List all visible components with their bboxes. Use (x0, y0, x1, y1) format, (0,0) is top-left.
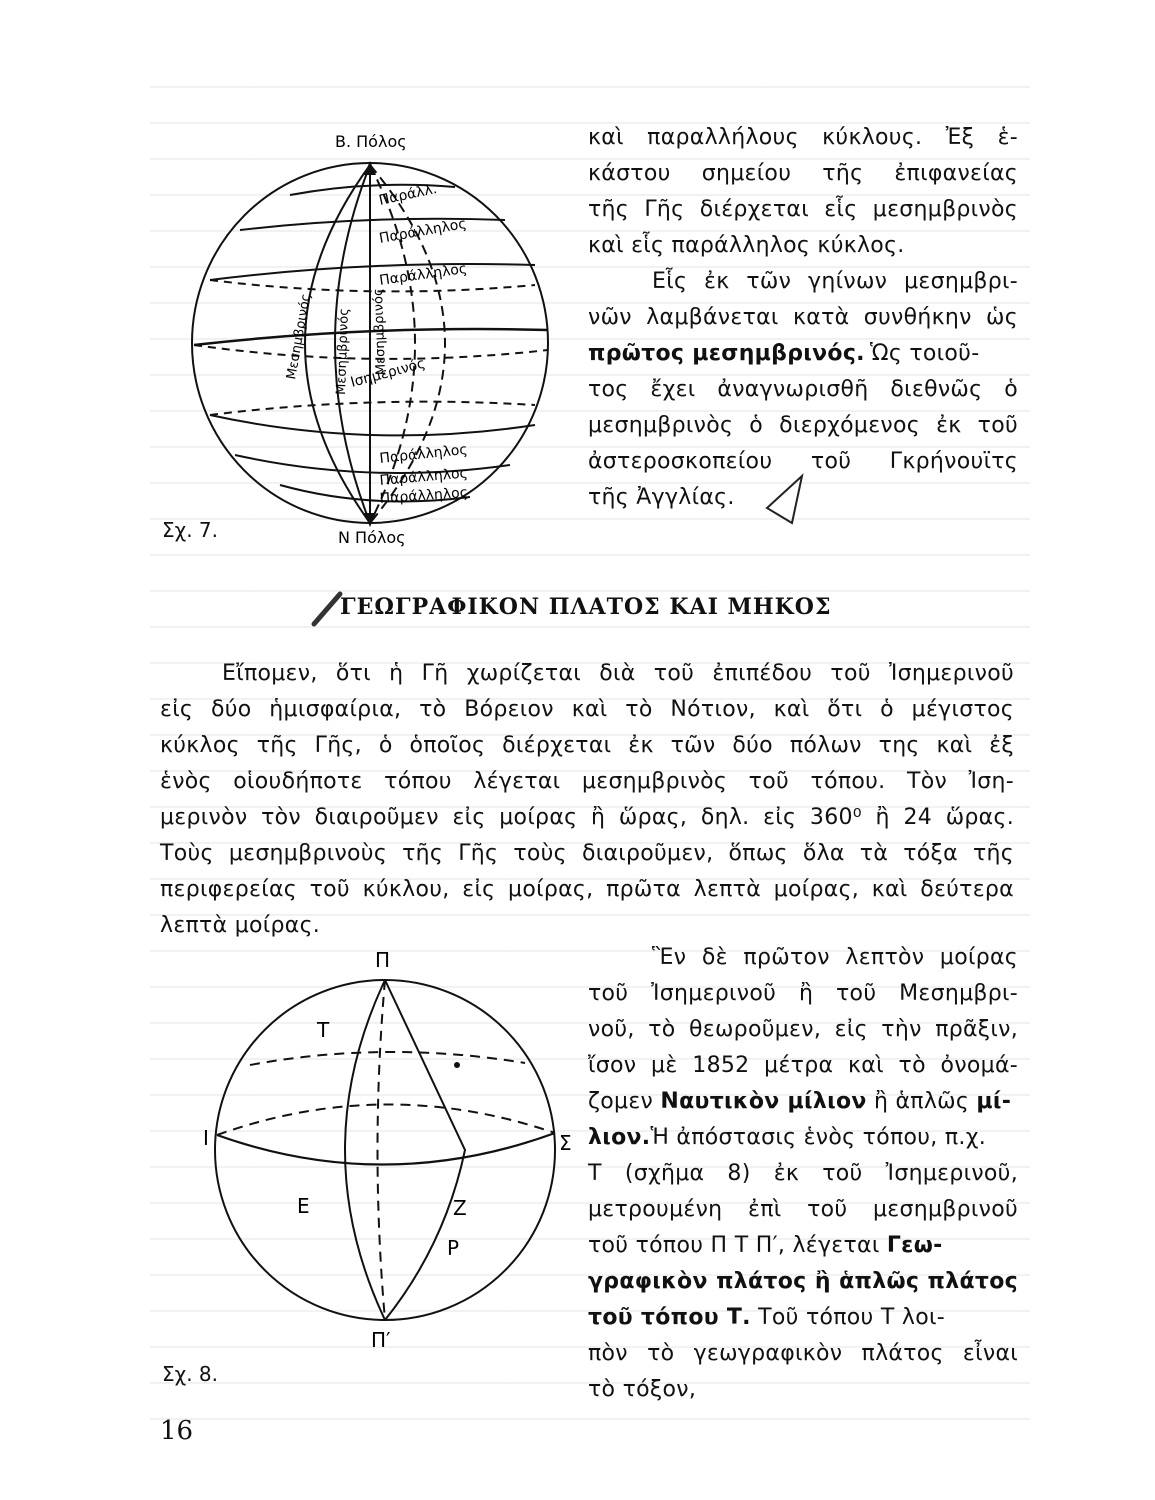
fig7-south-pole-label: Ν Πόλος (338, 528, 406, 547)
text-segment: ἢ ἁπλῶς (866, 1089, 977, 1114)
figure-8-caption: Σχ. 8. (162, 1362, 218, 1386)
fig7-parallel-label: Παράλληλος (377, 215, 468, 247)
term-geographic-latitude: Γεω- (886, 1233, 943, 1258)
fig8-label-E: Ε (297, 1194, 310, 1218)
fig7-meridian-label: Μεσημβρινός (284, 292, 315, 381)
text-line: κύκλος τῆς Γῆς, ὁ ὁποῖος διέρχεται ἐκ τῶν δύο πόλων της καὶ ἐξ (160, 733, 1014, 758)
pencil-mark-icon (762, 468, 812, 528)
text-line: ἴσον μὲ 1852 μέτρα καὶ τὸ ὀνομά- (588, 1053, 1018, 1078)
fig7-parallel-label: Παράλληλος (379, 484, 469, 507)
fig7-parallel-label: Παράλλ. (377, 181, 439, 209)
text-line: Τ (σχῆμα 8) ἐκ τοῦ Ἰσημερινοῦ, (588, 1161, 1018, 1186)
term-latitude-of-T: τοῦ τόπου Τ. (588, 1305, 751, 1330)
text-segment: Ἡ ἀπόστασις ἑνὸς τόπου, π.χ. (650, 1125, 987, 1150)
fig7-meridian-label: Μεσημβρινός (370, 288, 389, 376)
fig8-label-I: Ι (203, 1126, 209, 1150)
text-line: τὸ τόξον, (588, 1377, 697, 1402)
text-segment: ζομεν (588, 1089, 661, 1114)
term-geographic-latitude: γραφικὸν πλάτος ἢ ἁπλῶς πλάτος (588, 1269, 1018, 1294)
page-number: 16 (160, 1416, 194, 1446)
text-line: ἑνὸς οἱουδήποτε τόπου λέγεται μεσημβρινὸς τοῦ τόπου. Τὸν Ἰση- (160, 769, 1014, 794)
text-line: μερινὸν τὸν διαιροῦμεν εἰς μοίρας ἢ ὥρας, δηλ. εἰς 360⁰ ἢ 24 ὥρας. (160, 805, 1014, 830)
fig8-label-P-prime: Π′ (371, 1328, 391, 1352)
text-line: εἰς δύο ἡμισφαίρια, τὸ Βόρειον καὶ τὸ Νότιον, καὶ ὅτι ὁ μέγιστος (160, 697, 1014, 722)
text-line: νῶν λαμβάνεται κατὰ συνθήκην ὡς (588, 305, 1018, 330)
figure-8-globe (195, 945, 590, 1365)
term-prime-meridian: πρῶτος μεσημβρινός. (588, 341, 865, 366)
text-segment: τοῦ τόπου Π Τ Π′, λέγεται (588, 1233, 887, 1258)
fig7-parallel-label: Παράλληλος (378, 441, 469, 467)
text-line: μετρουμένη ἐπὶ τοῦ μεσημβρινοῦ (588, 1197, 1018, 1222)
text-line (588, 1228, 1018, 1264)
fig7-meridian-label: Μεσημβρινός (334, 307, 353, 396)
text-line: μεσημβρινὸς ὁ διερχόμενος ἐκ τοῦ (588, 413, 1018, 438)
section-heading: ΓΕΩΓΡΑΦΙΚΟΝ ΠΛΑΤΟΣ ΚΑΙ ΜΗΚΟΣ (340, 594, 832, 620)
fig7-equator-label: Ισημερινός (348, 355, 428, 391)
fig8-label-T: Τ (317, 1018, 330, 1042)
figure-7-globe (180, 125, 580, 555)
text-line: πὸν τὸ γεωγραφικὸν πλάτος εἶναι (588, 1341, 1018, 1366)
fig8-label-P: Π (375, 948, 391, 972)
text-line (588, 1300, 1018, 1336)
text-line (588, 1084, 1018, 1120)
term-mile: λιον. (588, 1125, 651, 1150)
text-line: τος ἔχει ἀναγνωρισθῆ διεθνῶς ὁ (588, 377, 1018, 402)
text-line: καὶ παραλλήλους κύκλους. Ἐξ ἑ- (588, 125, 1018, 150)
text-line: λεπτὰ μοίρας. (160, 913, 321, 938)
fig7-north-pole-label: Β. Πόλος (335, 132, 407, 151)
text-line: Ὡς τοιοῦ- (870, 341, 980, 366)
text-line: κάστου σημείου τῆς ἐπιφανείας (588, 161, 1018, 186)
text-line: τοῦ Ἰσημερινοῦ ἢ τοῦ Μεσημβρι- (588, 981, 1018, 1006)
text-line: Εἴπομεν, ὅτι ἡ Γῆ χωρίζεται διὰ τοῦ ἐπιπέδου τοῦ Ἰσημερινοῦ (222, 661, 1014, 686)
text-line: ἀστεροσκοπείου τοῦ Γκρήνουϊτς (588, 449, 1018, 474)
fig8-label-S: Σ (559, 1131, 572, 1155)
text-line: Ἓν δὲ πρῶτον λεπτὸν μοίρας (652, 945, 1018, 970)
fig8-label-Z: Ζ (453, 1196, 467, 1220)
text-line: περιφερείας τοῦ κύκλου, εἰς μοίρας, πρῶτα λεπτὰ μοίρας, καὶ δεύτερα (160, 877, 1014, 902)
text-line (588, 1120, 1018, 1156)
figure-7-caption: Σχ. 7. (162, 518, 218, 542)
term-nautical-mile: Ναυτικὸν μίλιον (660, 1089, 867, 1114)
fig7-parallel-label: Παράλληλος (378, 465, 469, 489)
text-line: τῆς Γῆς διέρχεται εἷς μεσημβρινὸς (588, 197, 1018, 222)
fig7-parallel-label: Παράλληλος (378, 260, 469, 289)
text-line: νοῦ, τὸ θεωροῦμεν, εἰς τὴν πρᾶξιν, (588, 1017, 1018, 1042)
fig8-label-R: Ρ (447, 1236, 460, 1260)
text-line: Τοὺς μεσημβρινοὺς τῆς Γῆς τοὺς διαιροῦμεν, ὅπως ὅλα τὰ τόξα τῆς (160, 841, 1014, 866)
text-line: Εἷς ἐκ τῶν γηίνων μεσημβρι- (652, 269, 1018, 294)
term-mile: μί- (976, 1089, 1012, 1114)
text-segment: Τοῦ τόπου Τ λοι- (750, 1305, 945, 1330)
text-line: καὶ εἷς παράλληλος κύκλος. (588, 233, 905, 258)
text-line: τῆς Ἀγγλίας. (588, 485, 735, 510)
